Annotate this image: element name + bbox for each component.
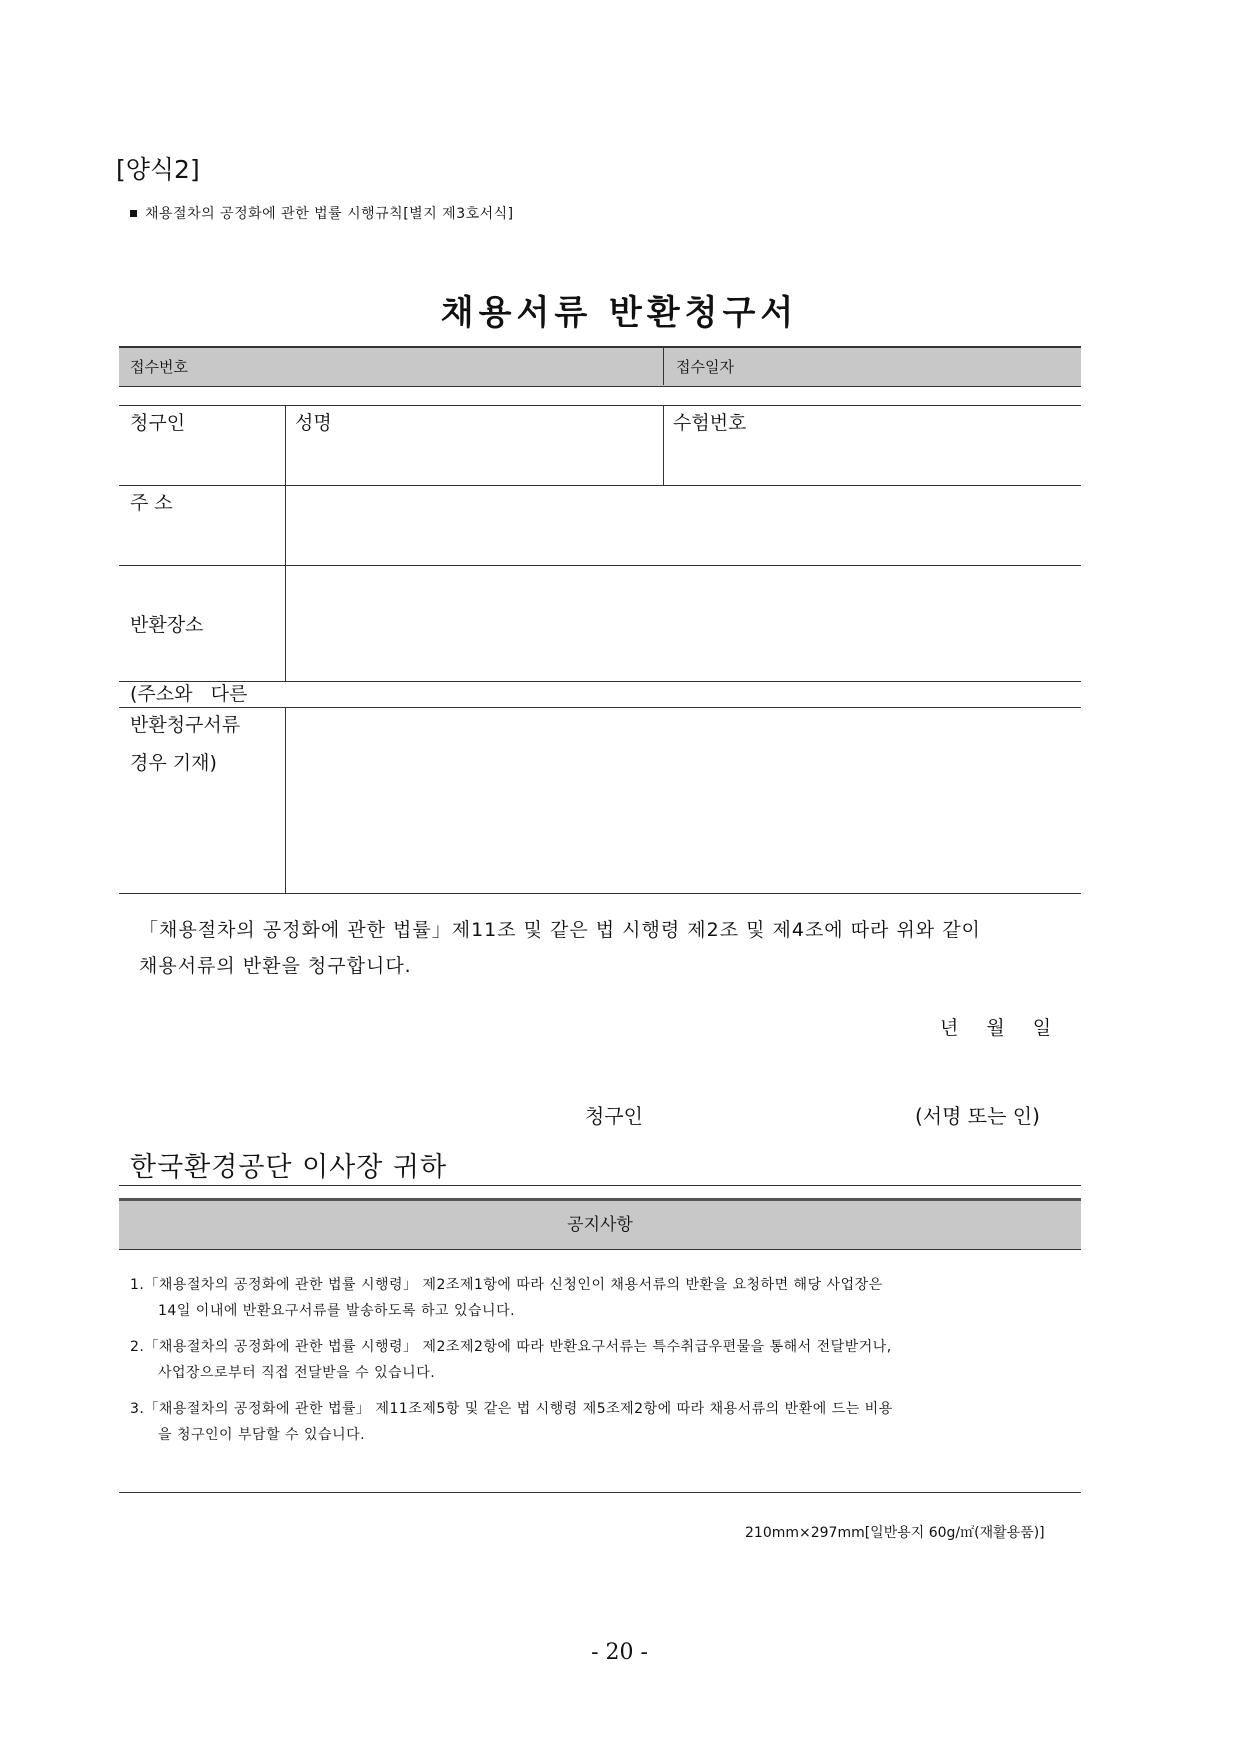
table-row-line	[119, 485, 1081, 486]
signature-label: (서명 또는 인)	[915, 1104, 1040, 1128]
form-reference	[130, 203, 514, 223]
notice-item-line: 을 청구인이 부담할 수 있습니다.	[158, 1427, 366, 1443]
documents-bottom-line	[119, 893, 1081, 894]
notice-item-line: 2.「채용절차의 공정화에 관한 법률 시행령」 제2조제2항에 따라 반환요구서류는 특수취급우편물을 통해서 전달받거나,	[130, 1339, 892, 1355]
notice-item-line: 14일 이내에 반환요구서류를 발송하도록 하고 있습니다.	[158, 1303, 516, 1319]
addressee-underline	[119, 1185, 1081, 1186]
square-bullet-icon	[130, 210, 137, 217]
form-reference-text: 채용절차의 공정화에 관한 법률 시행규칙[별지 제3호서식]	[145, 206, 514, 222]
form-label: [양식2]	[116, 155, 200, 184]
document-title: 채용서류 반환청구서	[440, 293, 799, 333]
notice-item-line: 사업장으로부터 직접 전달받을 수 있습니다.	[158, 1365, 436, 1381]
declaration-line: 「채용절차의 공정화에 관한 법률」제11조 및 같은 법 시행령 제2조 및 제4조에 따라 위와 같이	[139, 919, 981, 941]
year-label: 년	[940, 1017, 959, 1039]
name-exam-divider	[663, 405, 664, 485]
signature-claimant-label: 청구인	[585, 1104, 643, 1128]
receipt-number-label: 접수번호	[130, 358, 188, 376]
notice-item	[130, 1334, 1070, 1386]
table-bottom-line	[119, 681, 1081, 682]
notice-item-line: 1.「채용절차의 공정화에 관한 법률 시행령」 제2조제1항에 따라 신청인이 채용서류의 반환을 요청하면 해당 사업장은	[130, 1277, 883, 1293]
name-label: 성명	[295, 412, 332, 434]
receipt-divider	[663, 348, 664, 385]
notice-item	[130, 1272, 1070, 1324]
documents-label: 반환청구서류	[130, 714, 241, 736]
return-place-label	[130, 568, 247, 798]
month-label: 월	[986, 1017, 1005, 1039]
receipt-row	[119, 346, 1081, 387]
table-row-line	[119, 565, 1081, 566]
day-label: 일	[1032, 1017, 1052, 1039]
notice-item	[130, 1396, 1070, 1448]
return-place-label-line: 경우 기재)	[130, 752, 217, 774]
receipt-date-label: 접수일자	[676, 358, 734, 376]
notice-heading-bar	[119, 1198, 1081, 1250]
notice-item-line: 3.「채용절차의 공정화에 관한 법률」 제11조제5항 및 같은 법 시행령 제5조제2항에 따라 채용서류의 반환에 드는 비용	[130, 1401, 893, 1417]
return-place-label-line: 반환장소	[130, 614, 204, 636]
documents-divider	[285, 707, 286, 893]
claimant-label: 청구인	[130, 412, 186, 434]
address-label: 주 소	[130, 492, 173, 514]
notice-list	[130, 1272, 1070, 1458]
page-number: - 20 -	[591, 1640, 648, 1665]
label-column-divider	[285, 405, 286, 681]
paper-spec: 210mm×297mm[일반용지 60g/㎡(재활용품)]	[745, 1525, 1045, 1541]
addressee: 한국환경공단 이사장 귀하	[130, 1152, 448, 1183]
notice-bottom-line	[119, 1492, 1081, 1493]
table-top-line	[119, 405, 1081, 406]
date-line	[940, 1013, 1051, 1040]
exam-number-label: 수험번호	[673, 412, 747, 434]
notice-heading: 공지사항	[567, 1215, 633, 1235]
return-place-label-line: (주소와 다른	[130, 683, 248, 705]
documents-top-line	[119, 707, 1081, 708]
declaration-line: 채용서류의 반환을 청구합니다.	[139, 955, 412, 977]
declaration-text	[139, 912, 1074, 984]
